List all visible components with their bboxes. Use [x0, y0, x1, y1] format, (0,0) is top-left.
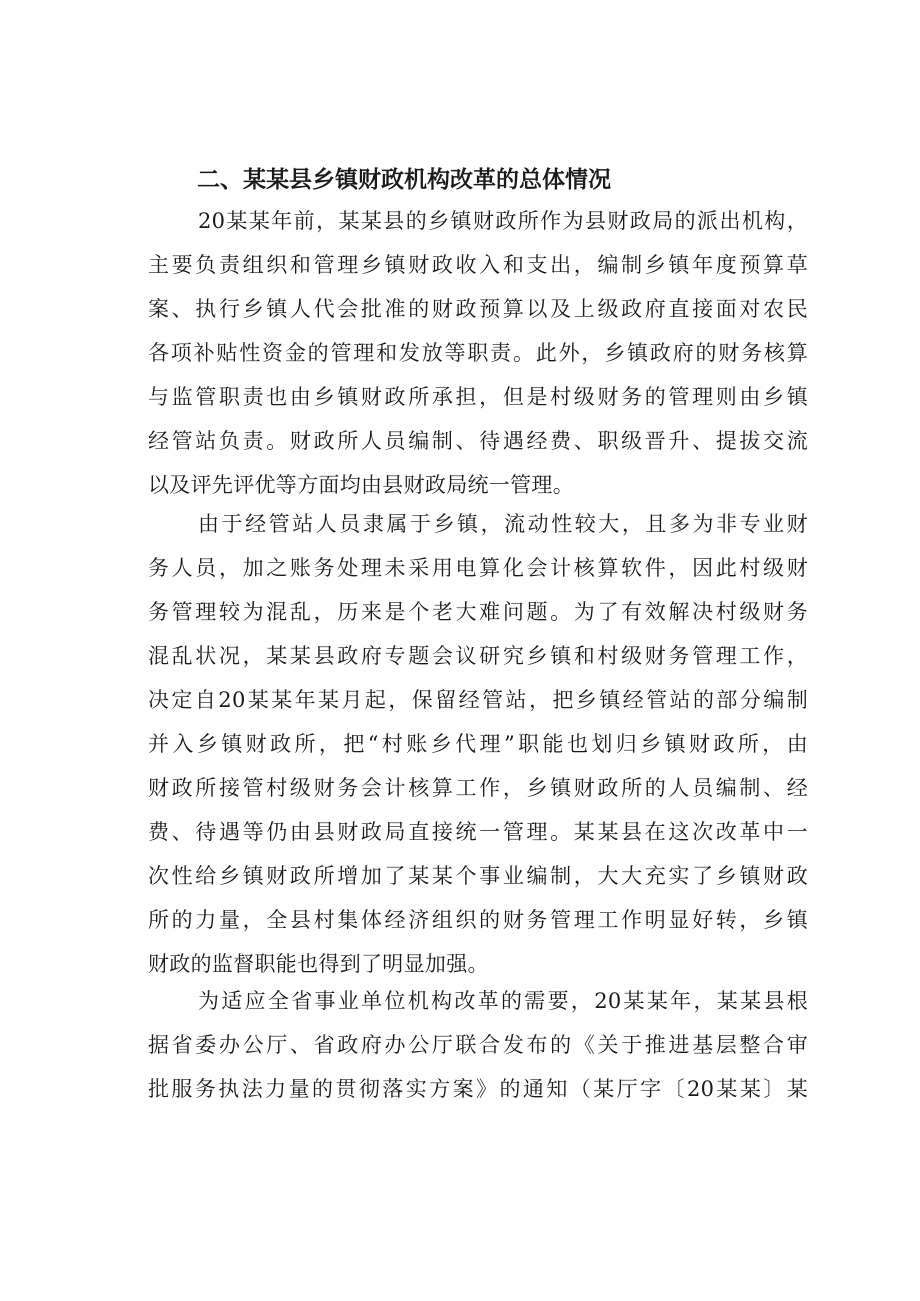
paragraph-line: 财政的监督职能也得到了明显加强。	[148, 952, 489, 976]
paragraph-line: 批服务执法力量的贯彻落实方案》的通知（某厅字〔20某某〕某	[148, 1077, 808, 1101]
paragraph-line: 经管站负责。财政所人员编制、待遇经费、职级晋升、提拔交流	[148, 429, 808, 453]
paragraph-line: 次性给乡镇财政所增加了某某个事业编制，大大充实了乡镇财政	[148, 864, 808, 888]
paragraph-line: 务管理较为混乱，历来是个老大难问题。为了有效解决村级财务	[148, 600, 808, 624]
paragraph-line: 并入乡镇财政所，把“村账乡代理”职能也划归乡镇财政所，由	[148, 732, 808, 756]
paragraph-1	[148, 199, 808, 507]
paragraph-line: 务人员，加之账务处理未采用电算化会计核算软件，因此村级财	[148, 556, 808, 580]
paragraph-line: 案、执行乡镇人代会批准的财政预算以及上级政府直接面对农民	[148, 297, 808, 321]
paragraph-3	[148, 979, 808, 1111]
paragraph-line: 财政所接管村级财务会计核算工作，乡镇财政所的人员编制、经	[148, 776, 808, 800]
paragraph-line: 各项补贴性资金的管理和发放等职责。此外，乡镇政府的财务核算	[148, 341, 808, 365]
paragraph-line: 以及评先评优等方面均由县财政局统一管理。	[148, 473, 574, 497]
paragraph-line: 为适应全省事业单位机构改革的需要，20某某年，某某县根	[198, 989, 808, 1013]
paragraph-line: 费、待遇等仍由县财政局直接统一管理。某某县在这次改革中一	[148, 820, 808, 844]
paragraph-line: 主要负责组织和管理乡镇财政收入和支出，编制乡镇年度预算草	[148, 253, 808, 277]
paragraph-line: 20某某年前，某某县的乡镇财政所作为县财政局的派出机构，	[198, 209, 808, 233]
paragraph-line: 混乱状况，某某县政府专题会议研究乡镇和村级财务管理工作，	[148, 644, 808, 668]
paragraph-line: 由于经管站人员隶属于乡镇，流动性较大，且多为非专业财	[198, 512, 808, 536]
paragraph-line: 与监管职责也由乡镇财政所承担，但是村级财务的管理则由乡镇	[148, 385, 808, 409]
paragraph-line: 据省委办公厅、省政府办公厅联合发布的《关于推进基层整合审	[148, 1033, 808, 1057]
paragraph-line: 所的力量，全县村集体经济组织的财务管理工作明显好转，乡镇	[148, 908, 808, 932]
paragraph-2	[148, 502, 808, 986]
paragraph-line: 决定自20某某年某月起，保留经管站，把乡镇经管站的部分编制	[148, 688, 808, 712]
section-heading: 二、某某县乡镇财政机构改革的总体情况	[197, 167, 611, 193]
